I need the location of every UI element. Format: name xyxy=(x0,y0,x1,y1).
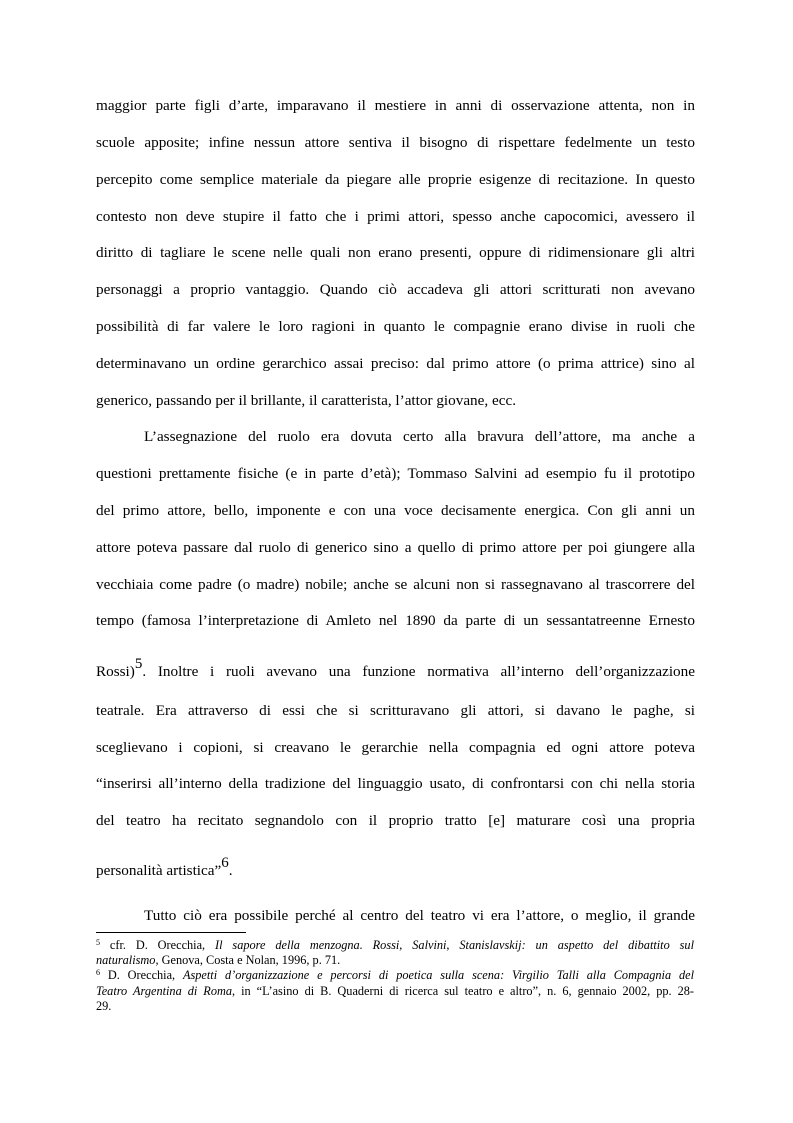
footnote-title: naturalismo xyxy=(96,953,156,967)
body-line: teatrale. Era attraverso di essi che si scritturavano gli attori, si davano le paghe, si xyxy=(96,702,695,719)
footnote-text: cfr. D. Orecchia, xyxy=(100,938,216,952)
footnote-6-end: 29. xyxy=(96,999,112,1013)
body-line: “inserirsi all’interno della tradizione del linguaggio usato, di confrontarsi con chi nella storia xyxy=(96,775,695,792)
footnote-text: , Genova, Costa e Nolan, 1996, p. 71. xyxy=(155,953,341,967)
body-line: L’assegnazione del ruolo era dovuta certo alla bravura dell’attore, ma anche a xyxy=(144,428,695,445)
body-line: possibilità di far valere le loro ragioni in quanto le compagnie erano divise in ruoli che xyxy=(96,318,695,335)
footnote-title: Teatro Argentina di Roma xyxy=(96,984,232,998)
footnote-5-cont xyxy=(96,953,694,969)
body-line: determinavano un ordine gerarchico assai preciso: dal primo attore (o prima attrice) sino al xyxy=(96,355,695,372)
body-text: . xyxy=(228,862,233,879)
footnote-separator xyxy=(96,932,246,933)
footnote-6 xyxy=(96,968,694,984)
body-line: questioni prettamente fisiche (e in parte d’età); Tommaso Salvini ad esempio fu il prototipo xyxy=(96,465,695,482)
body-line: tempo (famosa l’interpretazione di Amleto nel 1890 da parte di un sessantatreenne Ernesto xyxy=(96,612,695,629)
body-line: del teatro ha recitato segnandolo con il proprio tratto [e] maturare così una propria xyxy=(96,812,695,829)
body-text: . Inoltre i ruoli avevano una funzione normativa all’interno dell’organizzazione xyxy=(142,663,695,680)
body-line xyxy=(96,855,695,880)
body-line: Tutto ciò era possibile perché al centro del teatro vi era l’attore, o meglio, il grande xyxy=(144,907,695,924)
footnote-number: 6 xyxy=(96,968,100,977)
body-line: diritto di tagliare le scene nelle quali non erano presenti, oppure di ridimensionare gli altri xyxy=(96,244,695,261)
body-line: maggior parte figli d’arte, imparavano il mestiere in anni di osservazione attenta, non in xyxy=(96,97,695,114)
body-line: personaggi a proprio vantaggio. Quando ciò accadeva gli attori scritturati non avevano xyxy=(96,281,695,298)
body-text: personalità artistica” xyxy=(96,862,222,879)
body-line: contesto non deve stupire il fatto che i primi attori, spesso anche capocomici, avessero il xyxy=(96,208,695,225)
body-line: attore poteva passare dal ruolo di generico sino a quello di primo attore per poi giungere alla xyxy=(96,539,695,556)
footnote-number: 5 xyxy=(96,938,100,947)
footnote-reference: 6 xyxy=(221,855,229,871)
body-text: Rossi) xyxy=(96,663,135,680)
footnote-6-cont xyxy=(96,984,694,1000)
body-line: vecchiaia come padre (o madre) nobile; anche se alcuni non si rassegnavano al trascorrere del xyxy=(96,576,695,593)
body-line: generico, passando per il brillante, il caratterista, l’attor giovane, ecc. xyxy=(96,392,517,409)
footnote-text: D. Orecchia, xyxy=(100,968,183,982)
footnote-reference: 5 xyxy=(134,656,143,672)
footnote-5 xyxy=(96,938,694,954)
body-line: percepito come semplice materiale da piegare alle proprie esigenze di recitazione. In questo xyxy=(96,171,695,188)
footnote-title: Aspetti d’organizzazione e percorsi di poetica sulla scena: Virgilio Talli alla Compagnia del xyxy=(182,968,694,982)
footnote-title: Il sapore della menzogna. Rossi, Salvini, Stanislavskij: un aspetto del dibattito sul xyxy=(215,938,694,952)
body-line: scuole apposite; infine nessun attore sentiva il bisogno di rispettare fedelmente un testo xyxy=(96,134,695,151)
body-line: del primo attore, bello, imponente e con una voce decisamente energica. Con gli anni un xyxy=(96,502,695,519)
footnote-text: , in “L’asino di B. Quaderni di ricerca sul teatro e altro”, n. 6, gennaio 2002, pp. 28- xyxy=(232,984,694,998)
body-line xyxy=(96,656,695,681)
body-line: sceglievano i copioni, si creavano le gerarchie nella compagnia ed ogni attore poteva xyxy=(96,739,695,756)
